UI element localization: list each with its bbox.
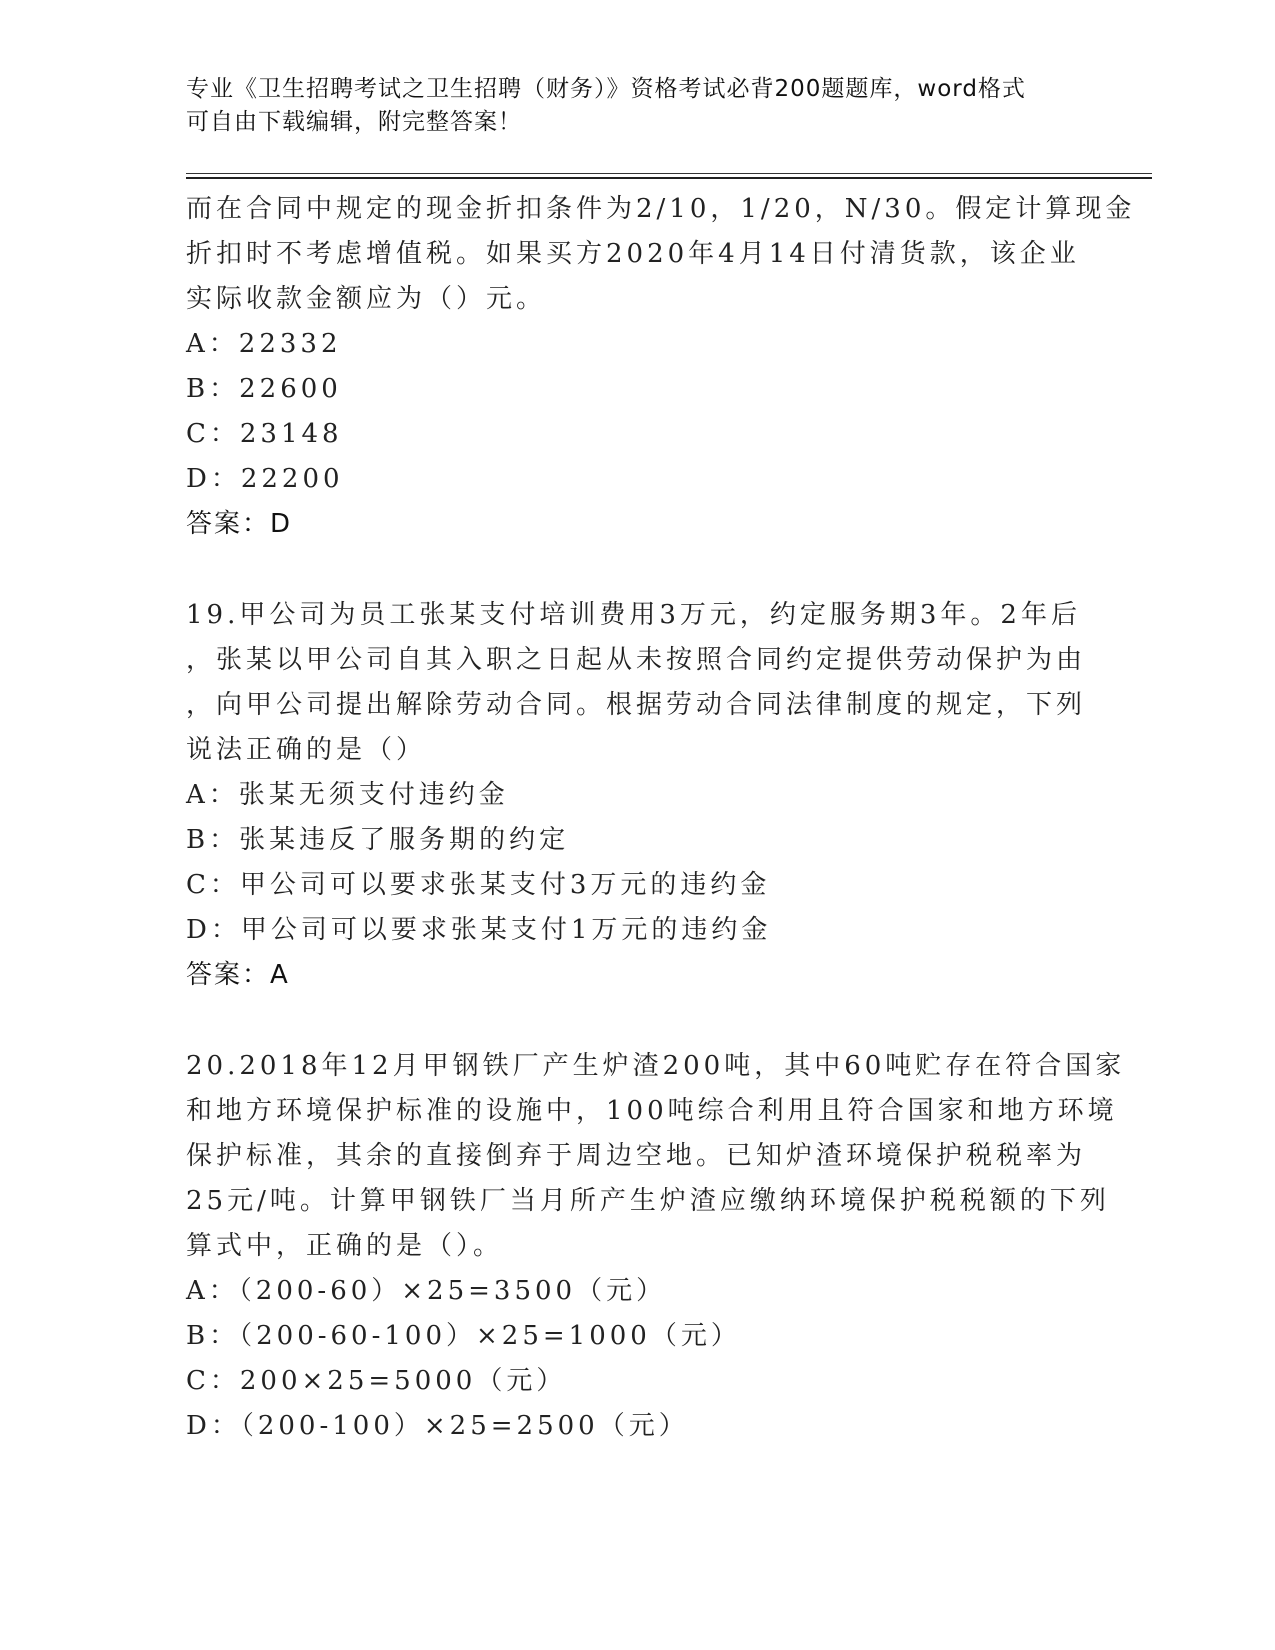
option-d: D：甲公司可以要求张某支付1万元的违约金 <box>186 915 772 945</box>
question-text-line: 20.2018年12月甲钢铁厂产生炉渣200吨，其中60吨贮存在符合国家 <box>186 1051 1126 1081</box>
option-a: A：（200-60）×25=3500（元） <box>186 1276 667 1306</box>
question-text-line: 说法正确的是（） <box>186 735 427 765</box>
answer-line: 答案：A <box>186 960 290 990</box>
option-d: D：22200 <box>186 464 344 494</box>
option-c: C：200×25=5000（元） <box>186 1366 567 1396</box>
question-text-line: 25元/吨。计算甲钢铁厂当月所产生炉渣应缴纳环境保护税税额的下列 <box>186 1186 1110 1216</box>
header-line-2: 可自由下载编辑，附完整答案！ <box>186 109 522 135</box>
question-18 <box>186 187 1136 547</box>
answer-line: 答案：D <box>186 509 293 539</box>
question-text-line: 实际收款金额应为（）元。 <box>186 284 547 314</box>
question-text-line: 19.甲公司为员工张某支付培训费用3万元，约定服务期3年。2年后 <box>186 600 1081 630</box>
question-text-line: 和地方环境保护标准的设施中，100吨综合利用且符合国家和地方环境 <box>186 1096 1118 1126</box>
question-text-line: 算式中，正确的是（）。 <box>186 1231 504 1261</box>
question-20 <box>186 1044 1126 1449</box>
header-divider-thick <box>186 177 1152 179</box>
question-text-line: ，向甲公司提出解除劳动合同。根据劳动合同法律制度的规定，下列 <box>186 690 1087 720</box>
document-body <box>186 187 1136 1449</box>
question-text-line: 折扣时不考虑增值税。如果买方2020年4月14日付清货款，该企业 <box>186 239 1080 269</box>
option-c: C：23148 <box>186 419 343 449</box>
option-a: A：张某无须支付违约金 <box>186 780 509 810</box>
option-a: A：22332 <box>186 329 342 359</box>
option-d: D：（200-100）×25=2500（元） <box>186 1411 689 1441</box>
header-line-1: 专业《卫生招聘考试之卫生招聘（财务）》资格考试必背200题题库，word格式 <box>186 76 1026 102</box>
question-spacer <box>186 998 1086 1044</box>
question-text-line: ，张某以甲公司自其入职之日起从未按照合同约定提供劳动保护为由 <box>186 645 1087 675</box>
option-b: B：22600 <box>186 374 342 404</box>
question-19 <box>186 593 1086 998</box>
question-text-line: 保护标准，其余的直接倒弃于周边空地。已知炉渣环境保护税税率为 <box>186 1141 1087 1171</box>
option-b: B：张某违反了服务期的约定 <box>186 825 570 855</box>
option-b: B：（200-60-100）×25=1000（元） <box>186 1321 741 1351</box>
page-header <box>186 73 1086 139</box>
question-text-line: 而在合同中规定的现金折扣条件为2/10，1/20，N/30。假定计算现金 <box>186 194 1136 224</box>
header-divider-thin <box>186 173 1152 174</box>
question-spacer <box>186 547 1086 593</box>
option-c: C：甲公司可以要求张某支付3万元的违约金 <box>186 870 771 900</box>
